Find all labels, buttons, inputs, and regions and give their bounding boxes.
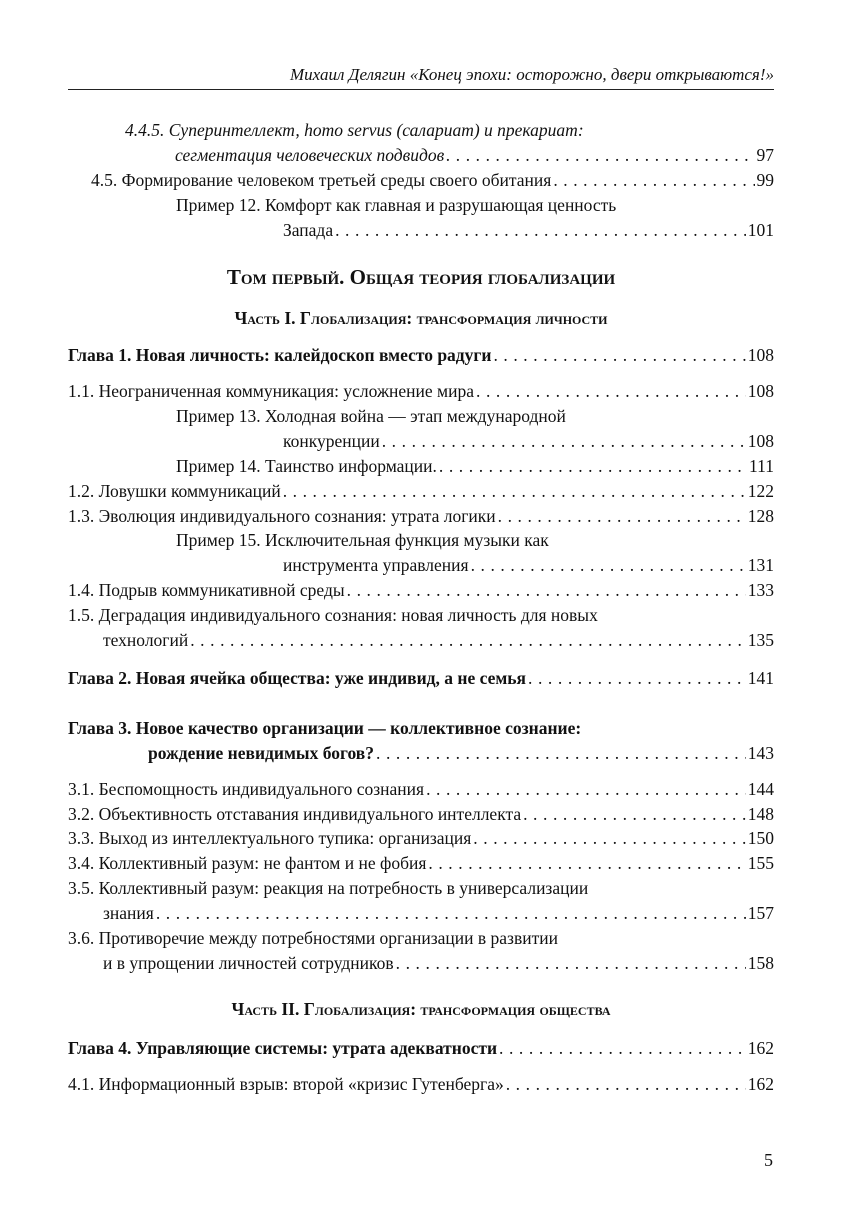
toc-chapter-3-line1: Глава 3. Новое качество организации — коллективное сознание: [68, 718, 582, 738]
page-number: 5 [764, 1150, 773, 1170]
toc-entry-1-3 [68, 504, 774, 529]
toc-entry-title: и в упрощении личностей сотрудников [103, 953, 394, 973]
toc-entry-1-1 [68, 379, 774, 404]
toc-entry-title: 1.3. Эволюция индивидуального сознания: утрата логики [68, 506, 496, 526]
dot-leader [283, 479, 746, 504]
dot-leader [523, 802, 746, 827]
toc-entry-4-1 [68, 1072, 774, 1097]
toc-page-number: 143 [747, 743, 774, 763]
dot-leader [528, 666, 746, 691]
toc-entry-title: технологий [103, 630, 189, 650]
dot-leader [471, 553, 746, 578]
toc-entry-1-5 [103, 628, 774, 653]
toc-entry-title: конкуренции [283, 431, 380, 451]
toc-example-12 [283, 218, 774, 243]
part-2-heading: Часть II. Глобализация: трансформация общества [231, 999, 611, 1019]
toc-entry-title: 1.1. Неограниченная коммуникация: усложнение мира [68, 381, 474, 401]
toc-page-number: 135 [747, 630, 774, 650]
header-rule [68, 89, 774, 90]
toc-page-number: 150 [747, 828, 774, 848]
dot-leader [347, 578, 746, 603]
toc-page-number: 101 [747, 220, 774, 240]
toc-page-number: 108 [747, 381, 774, 401]
toc-entry-title: Пример 14. Таинство информации. [176, 456, 437, 476]
toc-entry-4-5 [91, 168, 774, 193]
toc-page-number: 144 [747, 779, 774, 799]
dot-leader [428, 851, 745, 876]
toc-page-number: 108 [747, 345, 774, 365]
toc-entry-title: сегментация человеческих подвидов [175, 145, 445, 165]
toc-entry-3-5 [103, 901, 774, 926]
toc-page-number: 158 [747, 953, 774, 973]
toc-entry-title: 3.4. Коллективный разум: не фантом и не фобия [68, 853, 427, 873]
dot-leader [439, 454, 747, 479]
toc-entry-1-5-line1: 1.5. Деградация индивидуального сознания: новая личность для новых [68, 605, 598, 625]
toc-entry-4-4-5 [175, 143, 774, 168]
toc-page-number: 128 [747, 506, 774, 526]
toc-chapter-1 [68, 343, 774, 368]
toc-page-number: 131 [747, 555, 774, 575]
toc-page-number: 148 [747, 804, 774, 824]
toc-entry-title: Глава 1. Новая личность: калейдоскоп вместо радуги [68, 345, 492, 365]
part-1-heading: Часть I. Глобализация: трансформация личности [234, 308, 608, 328]
dot-leader [382, 429, 746, 454]
toc-example-12-line1: Пример 12. Комфорт как главная и разрушающая ценность [176, 195, 617, 215]
toc-page-number: 162 [747, 1074, 774, 1094]
toc-entry-title: Глава 2. Новая ячейка общества: уже индивид, а не семья [68, 668, 527, 688]
dot-leader [498, 504, 746, 529]
toc-page-number: 162 [747, 1038, 774, 1058]
dot-leader [446, 143, 754, 168]
toc-entry-title: 3.2. Объективность отставания индивидуального интеллекта [68, 804, 522, 824]
toc-entry-title: 1.2. Ловушки коммуникаций [68, 481, 281, 501]
toc-example-15 [283, 553, 774, 578]
toc-entry-title: Запада [283, 220, 334, 240]
toc-entry-title: 1.4. Подрыв коммуникативной среды [68, 580, 345, 600]
toc-page-number: 108 [747, 431, 774, 451]
dot-leader [493, 343, 745, 368]
toc-entry-3-1 [68, 777, 774, 802]
toc-page-number: 157 [747, 903, 774, 923]
dot-leader [426, 777, 746, 802]
dot-leader [156, 901, 746, 926]
toc-example-13 [283, 429, 774, 454]
toc-entry-title: инструмента управления [283, 555, 469, 575]
toc-page-number: 111 [749, 456, 774, 476]
toc-example-15-line1: Пример 15. Исключительная функция музыки как [176, 530, 549, 550]
dot-leader [335, 218, 746, 243]
dot-leader [190, 628, 746, 653]
toc-entry-title: 3.3. Выход из интеллектуального тупика: организация [68, 828, 472, 848]
toc-entry-1-4 [68, 578, 774, 603]
toc-page-number: 141 [747, 668, 774, 688]
toc-page-number: 133 [747, 580, 774, 600]
dot-leader [476, 379, 746, 404]
toc-page-number: 155 [747, 853, 774, 873]
running-header: Михаил Делягин «Конец эпохи: осторожно, двери открываются!» [290, 65, 774, 84]
toc-entry-4-4-5-line1: 4.4.5. Суперинтеллект, homo servus (салариат) и прекариат: [125, 120, 584, 140]
dot-leader [473, 826, 745, 851]
dot-leader [499, 1036, 746, 1061]
dot-leader [376, 741, 746, 766]
toc-page-number: 97 [756, 145, 774, 165]
toc-entry-3-2 [68, 802, 774, 827]
dot-leader [506, 1072, 746, 1097]
dot-leader [396, 951, 746, 976]
toc-entry-3-5-line1: 3.5. Коллективный разум: реакция на потребность в универсализации [68, 878, 589, 898]
toc-entry-title: Глава 4. Управляющие системы: утрата адекватности [68, 1038, 498, 1058]
toc-entry-3-4 [68, 851, 774, 876]
toc-entry-title: 3.1. Беспомощность индивидуального сознания [68, 779, 425, 799]
toc-example-14 [176, 454, 774, 479]
toc-entry-3-3 [68, 826, 774, 851]
toc-chapter-3 [148, 741, 774, 766]
toc-chapter-4 [68, 1036, 774, 1061]
toc-entry-title: 4.1. Информационный взрыв: второй «кризис Гутенберга» [68, 1074, 504, 1094]
toc-entry-3-6-line1: 3.6. Противоречие между потребностями организации в развитии [68, 928, 558, 948]
dot-leader [553, 168, 754, 193]
toc-entry-title: 4.5. Формирование человеком третьей среды своего обитания [91, 170, 552, 190]
toc-chapter-2 [68, 666, 774, 691]
toc-page-number: 99 [756, 170, 774, 190]
toc-entry-1-2 [68, 479, 774, 504]
toc-page-number: 122 [747, 481, 774, 501]
toc-entry-title: знания [103, 903, 154, 923]
toc-entry-title: рождение невидимых богов? [148, 743, 374, 763]
volume-heading: Том первый. Общая теория глобализации [226, 265, 616, 289]
toc-example-13-line1: Пример 13. Холодная война — этап международной [176, 406, 566, 426]
toc-entry-3-6 [103, 951, 774, 976]
